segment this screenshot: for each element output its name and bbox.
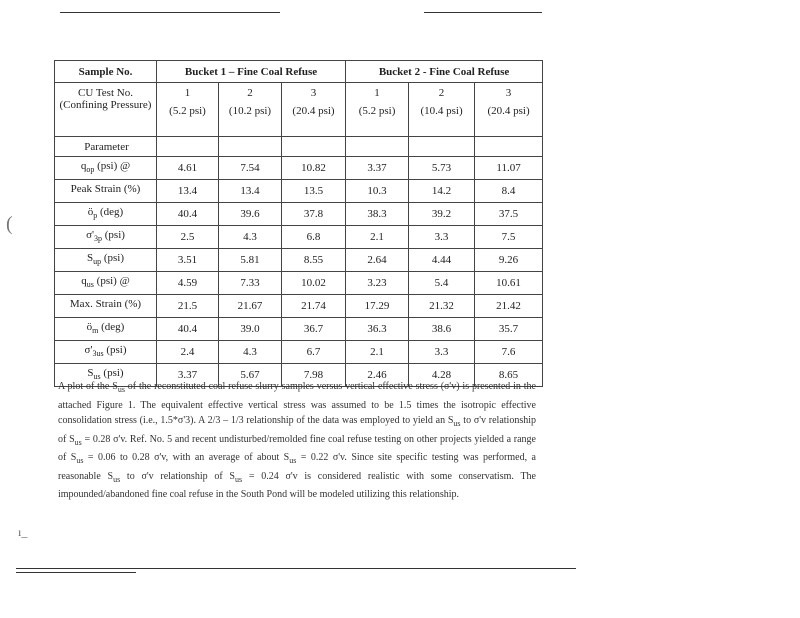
table-row <box>55 249 543 272</box>
margin-mark: ( <box>6 213 13 235</box>
table-cell: 5.67 <box>219 364 282 387</box>
row-label: Peak Strain (%) <box>55 180 157 203</box>
table-cell: 13.4 <box>219 180 282 203</box>
test-no: 1 <box>184 87 191 99</box>
table-cell: 2.1 <box>346 341 409 364</box>
table-cell: 3.3 <box>409 226 475 249</box>
table-cell: 17.29 <box>346 295 409 318</box>
row-label: $ö_p$ (deg) <box>55 203 157 226</box>
table-cell: 37.5 <box>475 203 543 226</box>
table-cell: 36.3 <box>346 318 409 341</box>
test-no: 1 <box>374 87 380 99</box>
table-cell: 21.32 <box>409 295 475 318</box>
table-cell: 11.07 <box>475 157 543 180</box>
table-cell: 4.3 <box>219 341 282 364</box>
row-label: $\sigma'_{3us}$ (psi) <box>55 341 157 364</box>
test-pressure: (10.4 psi) <box>420 105 463 117</box>
parameter-label: Parameter <box>55 137 157 157</box>
margin-mark-bottom: ı_ <box>18 525 28 539</box>
table-row <box>55 341 543 364</box>
table-cell: 35.7 <box>475 318 543 341</box>
table-cell: 10.61 <box>475 272 543 295</box>
table-cell: 36.7 <box>282 318 346 341</box>
table-cell: 13.4 <box>157 180 219 203</box>
table-row <box>55 180 543 203</box>
table-cell: 8.4 <box>475 180 543 203</box>
row-label: $S_{up}$ (psi) <box>55 249 157 272</box>
test-no: 3 <box>310 87 317 99</box>
table-cell: 3.37 <box>157 364 219 387</box>
test-cell <box>346 83 409 137</box>
row-label: $ö_m$ (deg) <box>55 318 157 341</box>
parameter-row <box>55 137 543 157</box>
top-rule <box>60 12 280 13</box>
table-row <box>55 272 543 295</box>
table-cell: 39.6 <box>219 203 282 226</box>
test-cell <box>409 83 475 137</box>
table-cell: 3.51 <box>157 249 219 272</box>
test-no: 2 <box>247 87 253 99</box>
test-label: CU Test No. <box>78 87 133 99</box>
table-cell: 8.55 <box>282 249 346 272</box>
table-cell: 4.61 <box>157 157 219 180</box>
data-rows <box>55 157 543 387</box>
test-row <box>55 83 543 137</box>
bucket2-header: Bucket 2 - Fine Coal Refuse <box>346 61 543 83</box>
test-results-table <box>54 60 543 387</box>
test-pressure: (5.2 psi) <box>169 105 206 117</box>
test-pressure: (20.4 psi) <box>487 105 530 117</box>
table-cell: 6.7 <box>282 341 346 364</box>
table-cell: 2.1 <box>346 226 409 249</box>
bottom-rule-short <box>16 572 136 573</box>
table-cell: 14.2 <box>409 180 475 203</box>
row-label: $\sigma'_{3p}$ (psi) <box>55 226 157 249</box>
table-cell: 3.37 <box>346 157 409 180</box>
table-cell: 7.33 <box>219 272 282 295</box>
row-label: $q_{op}$ (psi) @ <box>55 157 157 180</box>
table-cell: 10.3 <box>346 180 409 203</box>
table-cell: 21.74 <box>282 295 346 318</box>
table-row <box>55 203 543 226</box>
table-cell: 7.54 <box>219 157 282 180</box>
test-no: 3 <box>505 87 512 99</box>
row-label: Max. Strain (%) <box>55 295 157 318</box>
discussion-paragraph <box>58 379 536 503</box>
table-cell: 5.73 <box>409 157 475 180</box>
table-row <box>55 295 543 318</box>
bottom-rule <box>16 568 576 569</box>
row-label: $q_{us}$ (psi) @ <box>55 272 157 295</box>
table-cell: 10.02 <box>282 272 346 295</box>
sample-no-header: Sample No. <box>55 61 157 83</box>
row-label: $S_{us}$ (psi) <box>55 364 157 387</box>
table-cell: 7.6 <box>475 341 543 364</box>
table-cell: 21.42 <box>475 295 543 318</box>
table-row <box>55 226 543 249</box>
table-cell: 5.81 <box>219 249 282 272</box>
table-cell: 37.8 <box>282 203 346 226</box>
table-cell: 5.4 <box>409 272 475 295</box>
table-cell: 13.5 <box>282 180 346 203</box>
table-cell: 4.59 <box>157 272 219 295</box>
paragraph-text: A plot of the $S_{us}$ of the reconstituted coal refuse slurry samples versus vertical effective stress (σ'v) is presented in the attached Figure 1. The equivalent effective vertical stress was assumed to be 1.5 times the isotropic effective consolidation stress (i.e., 1.5*σ'3). A 2/3 – 1/3 relationship of the data was employed to yield an $S_{us}$ to σ'v relationship of $S_{us} = 0.28$ σ'v. Ref. No. 5 and recent undisturbed/remolded fine coal refuse testing on other projects yielded a range of $S_{us} = 0.06$ to 0.28 σ'v, with an average of about $S_{us} = 0.22$ σ'v. Since site specific testing was performed, a reasonable $S_{us}$ to σ'v relationship of $S_{us} = 0.24$ σ'v is considered realistic with some conservatism. The impounded/abandoned fine coal refuse in the South Pond will be modeled utilizing this relationship. <box>58 381 536 500</box>
test-label-sub: (Confining Pressure) <box>59 99 152 111</box>
table-cell: 2.46 <box>346 364 409 387</box>
bucket1-header: Bucket 1 – Fine Coal Refuse <box>157 61 346 83</box>
test-pressure: (5.2 psi) <box>358 105 396 117</box>
test-cell <box>475 83 543 137</box>
table-row <box>55 318 543 341</box>
table-cell: 39.0 <box>219 318 282 341</box>
test-cell <box>219 83 282 137</box>
table-cell: 10.82 <box>282 157 346 180</box>
table-cell: 3.3 <box>409 341 475 364</box>
table-cell: 4.44 <box>409 249 475 272</box>
table-cell: 38.3 <box>346 203 409 226</box>
table-cell: 4.3 <box>219 226 282 249</box>
table-cell: 38.6 <box>409 318 475 341</box>
table-cell: 7.98 <box>282 364 346 387</box>
table-cell: 8.65 <box>475 364 543 387</box>
table-cell: 39.2 <box>409 203 475 226</box>
table-cell: 9.26 <box>475 249 543 272</box>
header-row <box>55 61 543 83</box>
top-rule-right <box>424 12 542 13</box>
table-cell: 21.5 <box>157 295 219 318</box>
table-cell: 2.64 <box>346 249 409 272</box>
table-cell: 3.23 <box>346 272 409 295</box>
table-cell: 40.4 <box>157 318 219 341</box>
table-cell: 2.4 <box>157 341 219 364</box>
table-cell: 21.67 <box>219 295 282 318</box>
test-no: 2 <box>438 87 445 99</box>
test-label-cell <box>55 83 157 137</box>
table-cell: 2.5 <box>157 226 219 249</box>
test-cell <box>157 83 219 137</box>
table-row <box>55 157 543 180</box>
test-pressure: (10.2 psi) <box>228 105 272 117</box>
test-pressure: (20.4 psi) <box>292 105 335 117</box>
test-cell <box>282 83 346 137</box>
table-cell: 6.8 <box>282 226 346 249</box>
table-cell: 4.28 <box>409 364 475 387</box>
table-cell: 7.5 <box>475 226 543 249</box>
table-cell: 40.4 <box>157 203 219 226</box>
